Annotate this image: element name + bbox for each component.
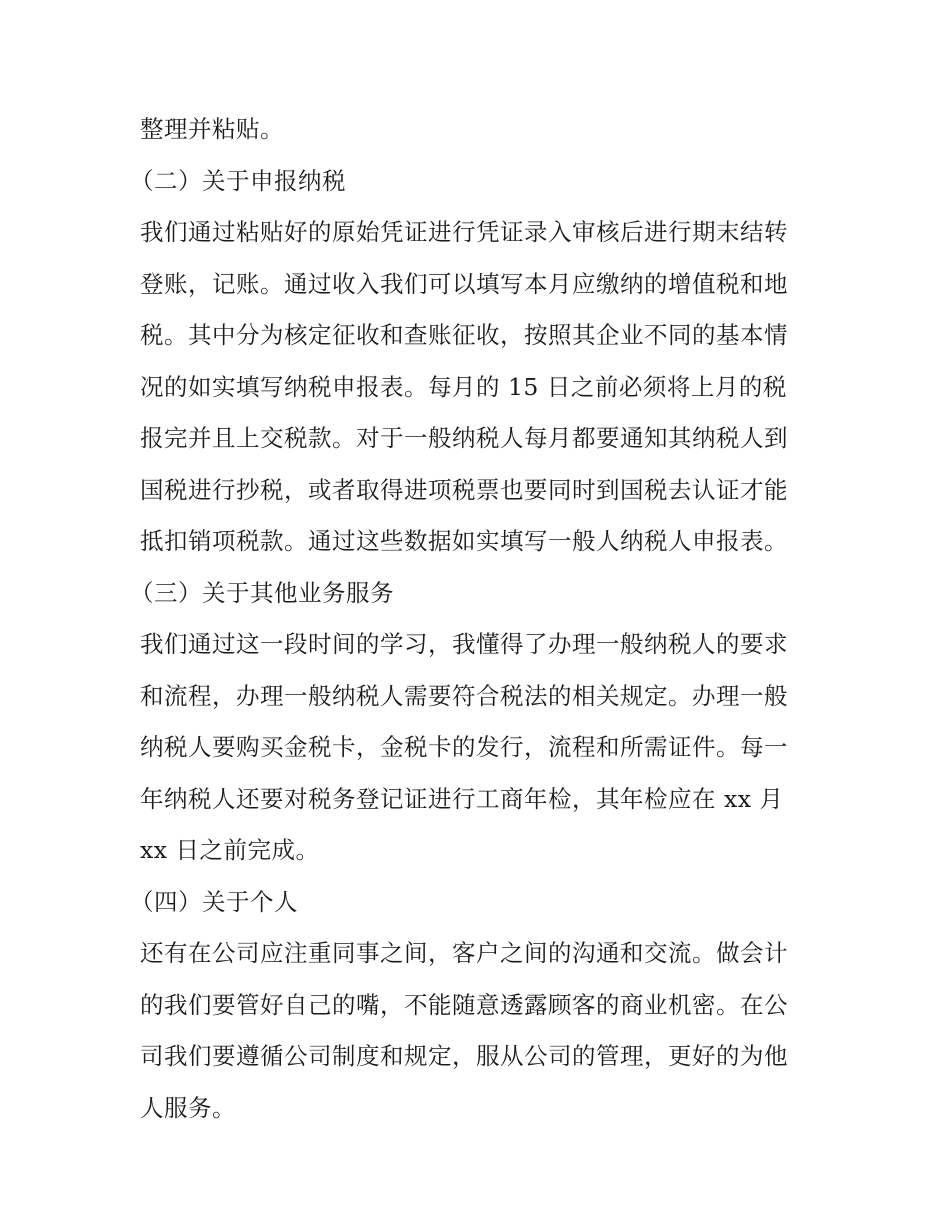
- text-line: 我们通过粘贴好的原始凭证进行凭证录入审核后进行期末结转: [140, 218, 788, 246]
- text-line: 和流程，办理一般纳税人需要符合税法的相关规定。办理一般: [140, 681, 788, 710]
- text-line: 司我们要遵循公司制度和规定，服从公司的管理，更好的为他: [140, 1042, 788, 1070]
- text-line: 税。其中分为核定征收和查账征收，按照其企业不同的基本情: [140, 321, 788, 349]
- section-heading-other-services: （三）关于其他业务服务: [130, 578, 394, 607]
- text-line: 的我们要管好自己的嘴，不能随意透露顾客的商业机密。在公: [140, 990, 788, 1019]
- text-line: 整理并粘贴。: [140, 115, 284, 143]
- text-line: 年纳税人还要对税务登记证进行工商年检，其年检应在 xx 月: [140, 784, 784, 813]
- text-line: 报完并且上交税款。对于一般纳税人每月都要通知其纳税人到: [140, 424, 788, 452]
- section-heading-personal: （四）关于个人: [130, 887, 298, 916]
- text-line: 国税进行抄税，或者取得进项税票也要同时到国税去认证才能: [140, 475, 788, 504]
- text-line: 还有在公司应注重同事之间，客户之间的沟通和交流。做会计: [140, 939, 788, 967]
- document-page: [130, 104, 820, 1134]
- text-line: 抵扣销项税款。通过这些数据如实填写一般人纳税人申报表。: [140, 527, 788, 555]
- text-line: 登账，记账。通过收入我们可以填写本月应缴纳的增值税和地: [140, 269, 788, 298]
- text-line: 况的如实填写纳税申报表。每月的 15 日之前必须将上月的税: [140, 372, 787, 401]
- text-line: 我们通过这一段时间的学习，我懂得了办理一般纳税人的要求: [140, 630, 788, 658]
- section-heading-tax-filing: （二）关于申报纳税: [130, 166, 346, 195]
- text-line: 人服务。: [140, 1093, 236, 1122]
- text-line: xx 日之前完成。: [140, 836, 320, 864]
- text-line: 纳税人要购买金税卡，金税卡的发行，流程和所需证件。每一: [140, 733, 788, 761]
